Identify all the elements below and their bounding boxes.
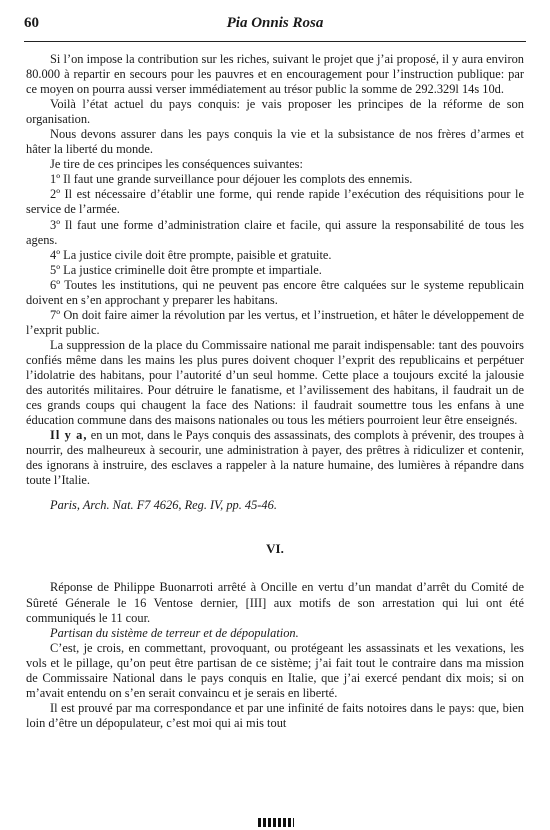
page-header	[24, 15, 526, 37]
summary-lead: Il y a,	[50, 428, 88, 443]
document-title: Réponse de Philippe Buonarroti arrêté à Oncille en vertu d’un mandat d’arrêt du Comité de Sûreté Génerale le 16 Ventose dernier, [III] aux motifs de son arrestation qui lui ont été communiqués le 11 cour.	[26, 580, 524, 625]
list-item: 7º On doit faire aimer la révolution par les vertus, et l’instruetion, et hâter le développement de l’exprit public.	[26, 307, 524, 337]
summary-paragraph	[26, 428, 524, 488]
list-item: 2º Il est nécessaire d’établir une forme, qui rende rapide l’exécution des réquisitions pour le service de l’armée.	[26, 187, 524, 217]
list-item: 6º Toutes les institutions, qui ne peuvent pas encore être calquées sur le systeme republicain doivent en s’en approchant y preparer les habitans.	[26, 277, 524, 307]
paragraph: C’est, je crois, en commettant, provoquant, ou protégeant les assassinats et les vexations, les vols et le pillage, qu’on peut être partisan de ce sistème; j’ai fait tout le contraire dans ma mission de Commissaire National dans le pays conquis en Italie, que j’ai exercé pendant dix mois; si on m’avait entendu on s’en serait convaincu et je serais en liberté.	[26, 640, 524, 700]
section-number: VI.	[266, 541, 284, 557]
body-text	[26, 52, 524, 731]
paragraph: Nous devons assurer dans les pays conquis la vie et la subsistance de nos frères d’armes et hâter la liberté du monde.	[26, 127, 524, 157]
paragraph: Si l’on impose la contribution sur les riches, suivant le projet que j’ai proposé, il y aura environ 80.000 à repartir en secours pour les pauvres et en encouragement pour l’instruction publique: par ce moyen on pourra aussi verser immédiatement au trésor public la somme de 292.329l 14s 10d.	[26, 52, 524, 97]
section-subheading: Partisan du sistème de terreur et de dépopulation.	[50, 625, 299, 640]
list-item: 5º La justice criminelle doit être prompte et impartiale.	[50, 262, 322, 277]
paragraph: Il est prouvé par ma correspondance et par une infinité de faits notoires dans le pays: que, bien loin d’être un dépopulateur, c’est moi qui ai mis tout	[26, 700, 524, 730]
running-head: Pia Onnis Rosa	[226, 15, 324, 31]
paragraph: La suppression de la place du Commissaire national me parait indispensable: tant des pouvoirs confiés même dans les mains les plus pures doivent choquer l’exprit des republicains et perpétuer l’idolatrie des habitans, pour l’autorité d’un seul homme. Cette place a toujours excité la jalousie des autorités militaires. Pour détruire le fanatisme, et l’avilissement des habitans, il faudrait un de ces grands coups qui chaugent la face des Nations: il faudrait soumettre tous les enfans à une éducation commune dans des maisons nationales ou tous les métiers pourroient leur être enseignés.	[26, 337, 524, 428]
scan-footer-mark	[258, 818, 294, 827]
summary-rest: en un mot, dans le Pays conquis des assassinats, des complots à prévenir, des troupes à nourrir, des malheureux à secourir, une administration à payer, des prêtres à ridiculizer et contenir, des ignorans à instruire, des esclaves a rappeler à la nature humaine, des lumières à répandre dans toute l’Italie.	[26, 428, 524, 488]
list-item: 4º La justice civile doit être prompte, paisible et gratuite.	[50, 247, 332, 262]
page-number: 60	[24, 15, 39, 31]
paragraph: Voilà l’état actuel du pays conquis: je vais proposer les principes de la réforme de son organisation.	[26, 97, 524, 127]
list-item: 1º Il faut une grande surveillance pour déjouer les complots des ennemis.	[50, 172, 413, 187]
source-citation: Paris, Arch. Nat. F7 4626, Reg. IV, pp. 45-46.	[50, 498, 277, 513]
header-rule	[24, 41, 526, 42]
paragraph: Je tire de ces principes les conséquences suivantes:	[50, 157, 303, 172]
list-item: 3º Il faut une forme d’administration claire et facile, qui assure la responsabilité de tous les agens.	[26, 217, 524, 247]
